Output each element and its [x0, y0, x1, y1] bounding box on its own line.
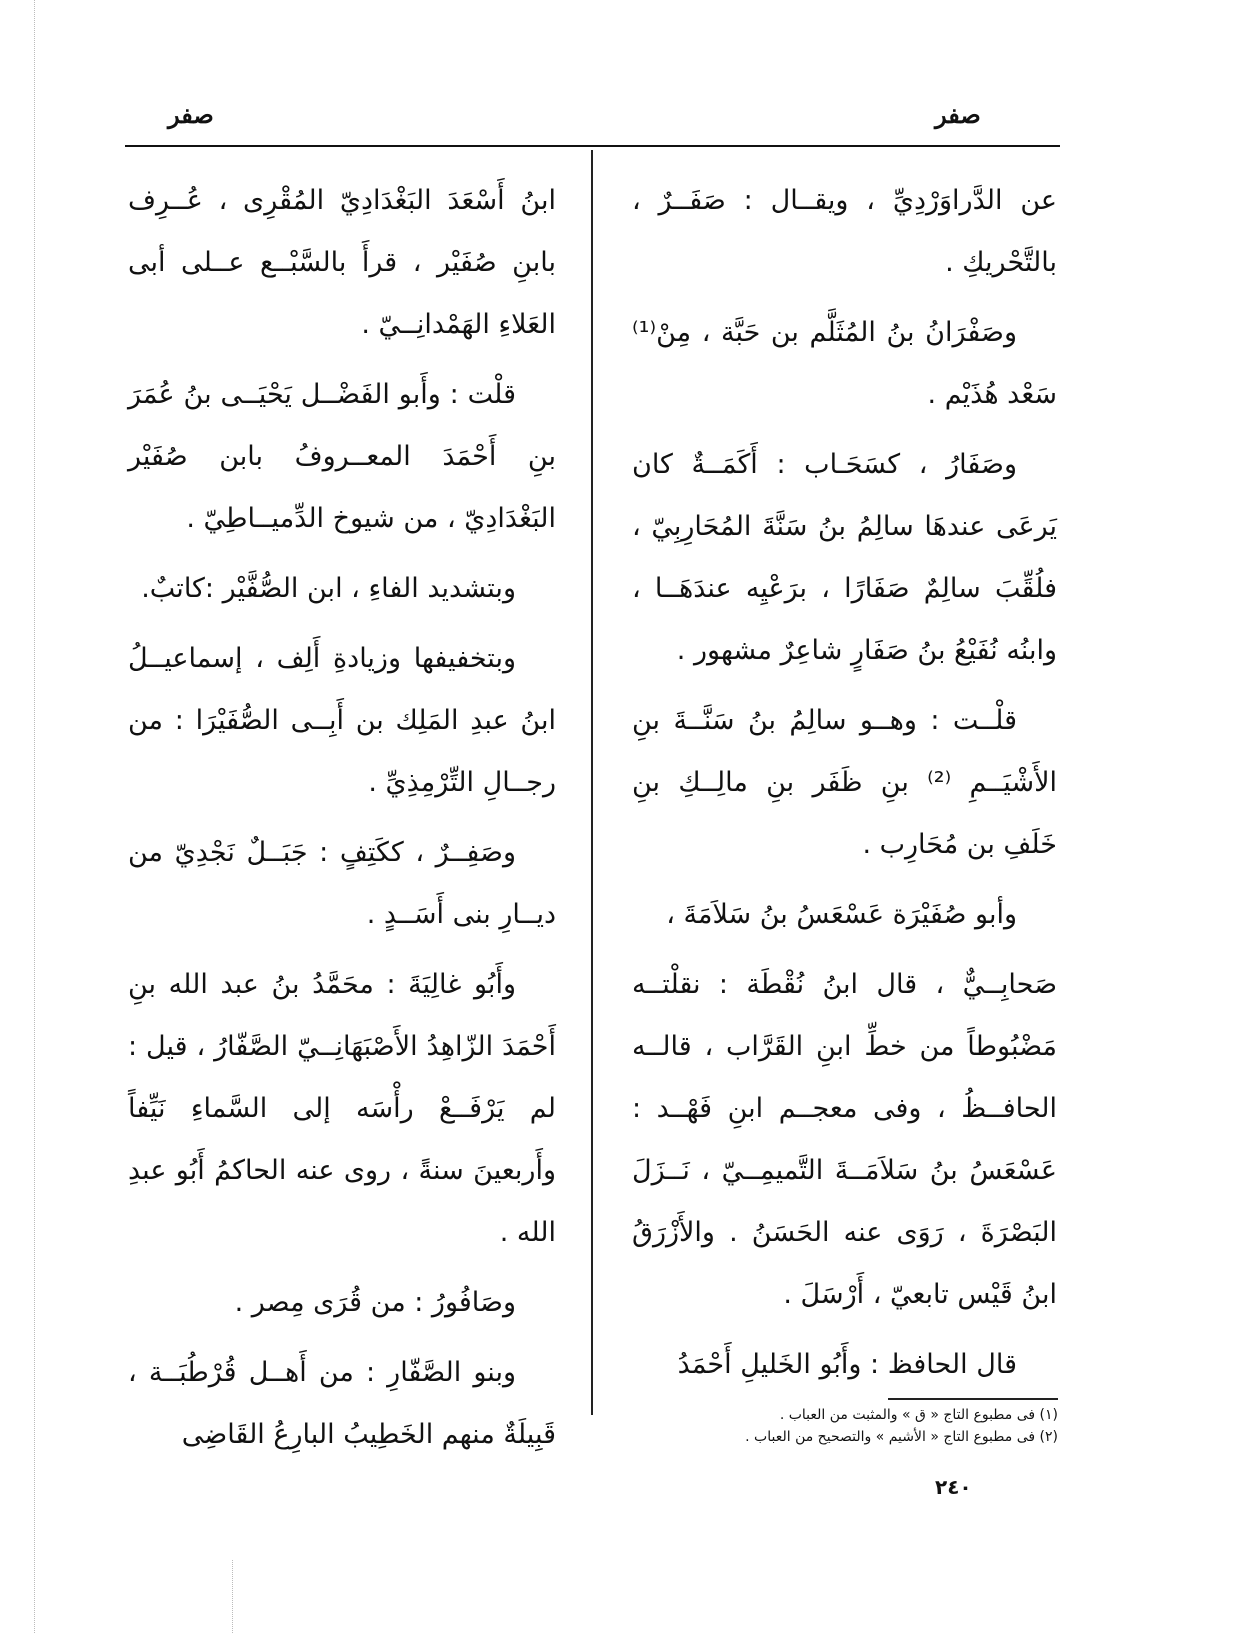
paragraph: وأبو صُفَيْرَة عَسْعَسُ بنُ سَلاَمَةَ ، — [666, 899, 1017, 930]
column-divider — [591, 150, 593, 1415]
paragraph: ابنُ أَسْعَدَ البَغْدَادِيّ المُقْرِى ، عُــرِف بابنِ صُفَيْر ، قرأَ بالسَّبْــع عــلى أبى العَلاءِ الهَمْدانِــيّ . — [128, 185, 556, 340]
paragraph: قلْــت : وهــو سالِمُ بنُ سَنَّــةَ بنِ الأَشْيَــمِ ⁽²⁾ بنِ ظَفَر بنِ مالِــكِ بنِ خَلَفِ بن مُحَارِب . — [632, 705, 1057, 860]
paragraph: عن الدَّراوَرْدِيِّ ، ويقــال : صَفَــرٌ ، بالتَّحْريكِ . — [632, 185, 1057, 278]
header-rule — [125, 145, 1060, 147]
footnote: (٢) فى مطبوع التاج « الأشيم » والتصحيح من العباب . — [745, 1429, 1058, 1445]
paragraph: وبتخفيفها وزيادةِ أَلِف ، إسماعيــلُ ابنُ عبدِ المَلِك بن أَبِــى الصُّفَيْرَا : من رجــالِ التِّرْمِذِيِّ . — [128, 643, 556, 798]
paragraph: وصَافُورُ : من قُرَى مِصر . — [234, 1287, 516, 1318]
right-column — [632, 170, 1057, 1404]
scan-edge-line — [34, 0, 35, 1633]
paragraph: صَحابِــيٌّ ، قال ابنُ نُقْطَة : نقلْتــه مَضْبُوطاً من خطِّ ابنِ القَرَّاب ، قالــه الحافــظُ ، وفى معجــم ابنِ فَهْــد : عَسْعَسُ بنُ سَلاَمَــةَ التَّميمِــيّ ، نَــزَلَ البَصْرَةَ ، رَوَى عنه الحَسَنُ . والأَزْرَقُ ابنُ قَيْس تابعيّ ، أَرْسَلَ . — [632, 969, 1057, 1310]
footnote-rule — [888, 1398, 1058, 1400]
paragraph: قال الحافظ : وأَبُو الخَليلِ أَحْمَدُ — [677, 1349, 1017, 1380]
paragraph: وصَفَارُ ، كسَحَـاب : أَكَمَــةٌ كان يَرعَى عندهَا سالِمُ بنُ سَنَّةَ المُحَارِبِيّ ، فلُقِّبَ سالِمٌ صَفَارًا ، برَعْيِه عندَهَــا ، وابنُه نُفَيْعُ بنُ صَفَارٍ شاعِرٌ مشهور . — [632, 449, 1057, 666]
left-column — [128, 170, 556, 1474]
paragraph: وبتشديد الفاءِ ، ابن الصُّفَّيْر :كاتبٌ. — [141, 573, 516, 604]
paragraph: وبنو الصَّفّارِ : من أَهــل قُرْطُبَــة ، قَبِيلَةٌ منهم الخَطِيبُ البارِعُ القَاضِى — [128, 1357, 556, 1450]
running-header-left: صفر — [168, 100, 214, 129]
paragraph: وأَبُو غالِيَةَ : محَمَّدُ بنُ عبد الله بنِ أَحْمَدَ الزّاهِدُ الأَصْبَهَانِــيّ الصَّفّارُ ، قيل : لم يَرْفَــعْ رأْسَه إلى السَّماءِ نَيِّفاً وأَربعينَ سنةً ، روى عنه الحاكمُ أَبُو عبدِ الله . — [128, 969, 556, 1248]
scan-edge-line — [232, 1560, 233, 1633]
paragraph: وصَفِــرٌ ، ككَتِفٍ : جَبَــلٌ نَجْدِيّ من ديــارِ بنى أَسَــدٍ . — [128, 837, 556, 930]
page-number: ٢٤٠ — [935, 1475, 972, 1499]
paragraph: قلْت : وأَبو الفَضْــل يَحْيَــى بنُ عُمَرَ بنِ أَحْمَدَ المعــروفُ بابن صُفَيْر البَغْدَادِيّ ، من شيوخ الدِّميــاطِيّ . — [128, 379, 556, 534]
footnote: (١) فى مطبوع التاج « ق » والمثبت من العباب . — [779, 1407, 1058, 1423]
running-header-right: صفر — [935, 100, 981, 129]
footnotes — [660, 1404, 1058, 1448]
paragraph: وصَفْرَانُ بنُ المُثَلَّم بن حَبَّة ، مِنْ⁽¹⁾ سَعْد هُذَيْم . — [632, 317, 1057, 410]
